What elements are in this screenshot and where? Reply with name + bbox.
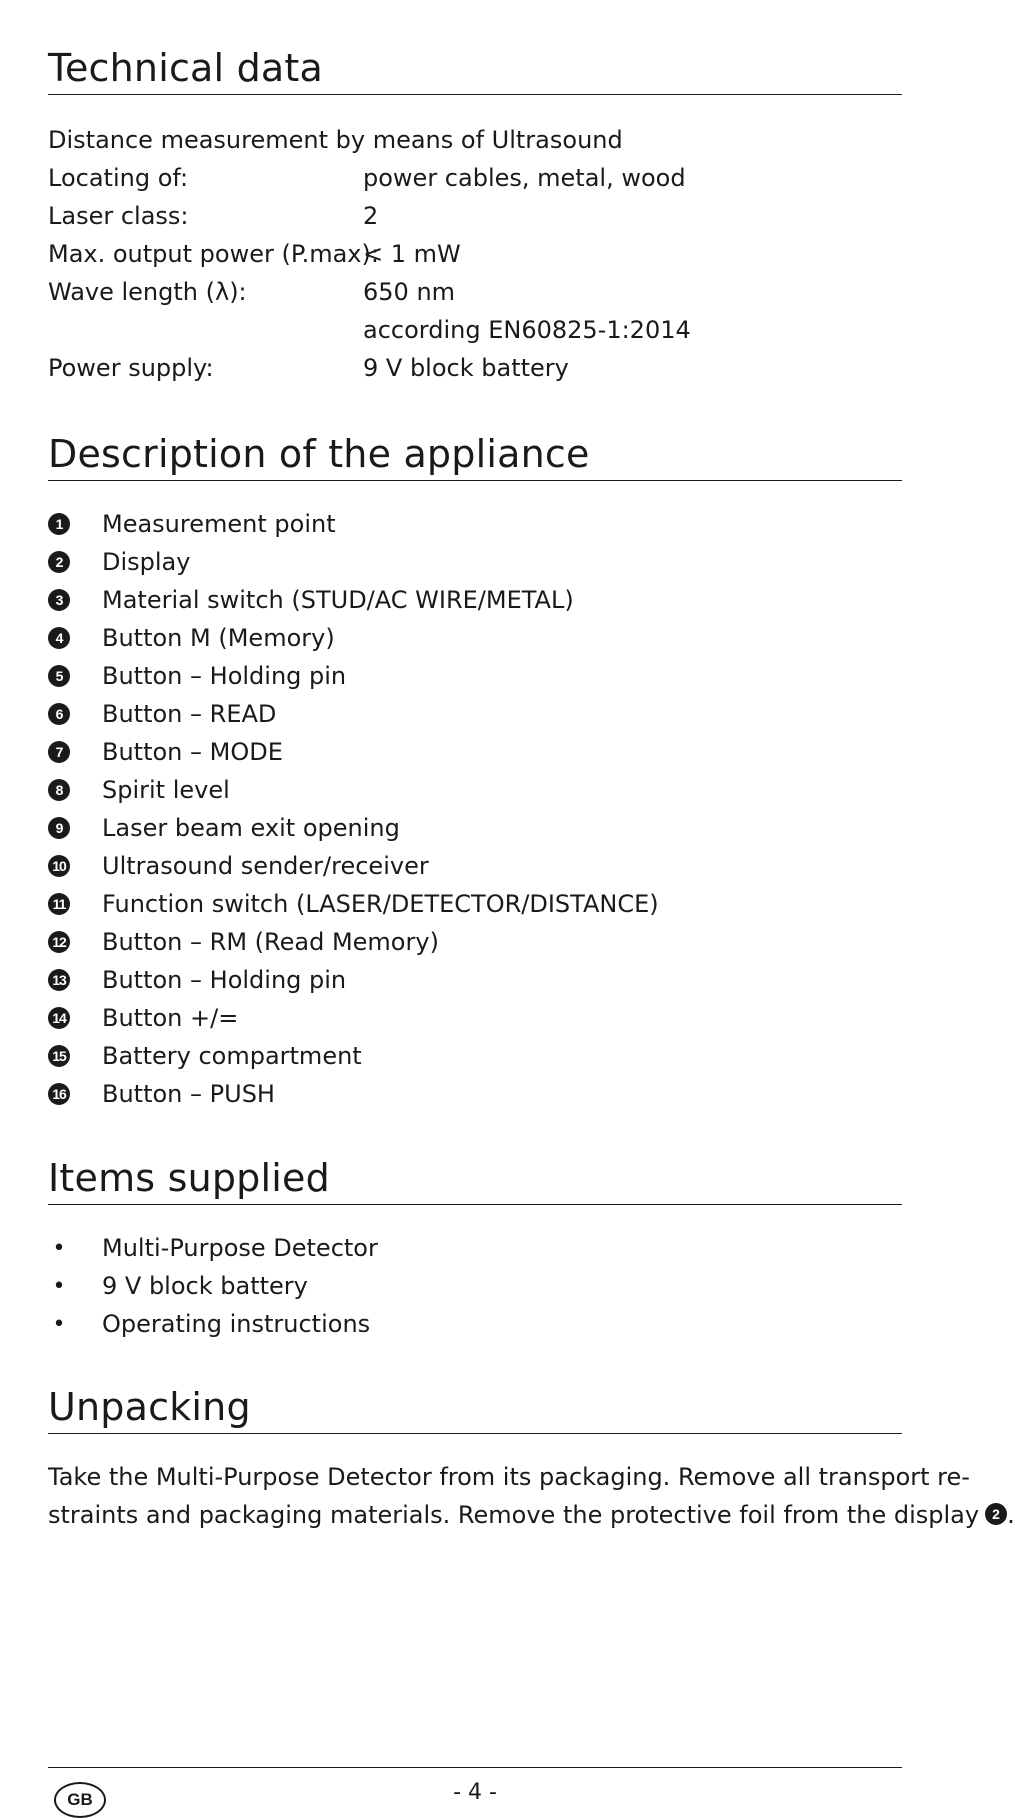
list-item: [48, 505, 902, 543]
supplied-list: [48, 1229, 902, 1343]
spec-value: power cables, metal, wood: [363, 164, 686, 192]
spec-row: [48, 311, 902, 349]
list-item: [48, 1229, 902, 1267]
technical-data-heading: Technical data: [48, 46, 902, 95]
paragraph-punct: .: [1007, 1501, 1015, 1529]
number-badge: 16: [48, 1083, 70, 1105]
number-badge: 6: [48, 703, 70, 725]
item-text: Material switch (STUD/AC WIRE/METAL): [102, 586, 574, 614]
item-text: Laser beam exit opening: [102, 814, 400, 842]
list-item: [48, 1305, 902, 1343]
number-badge: 3: [48, 589, 70, 611]
spec-value: 2: [363, 202, 379, 230]
paragraph-line: Take the Multi-Purpose Detector from its packaging. Remove all transport re-: [48, 1463, 970, 1491]
item-text: Button – MODE: [102, 738, 283, 766]
item-text: Ultrasound sender/receiver: [102, 852, 429, 880]
number-badge: 5: [48, 665, 70, 687]
description-heading: Description of the appliance: [48, 432, 902, 481]
item-text: Button – READ: [102, 700, 277, 728]
item-text: Button – PUSH: [102, 1080, 275, 1108]
items-supplied-section: [48, 1156, 902, 1343]
number-badge: 9: [48, 817, 70, 839]
list-item: [48, 1037, 902, 1075]
component-list: [48, 505, 902, 1113]
number-badge: 14: [48, 1007, 70, 1029]
item-text: Button – Holding pin: [102, 662, 347, 690]
list-item: [48, 619, 902, 657]
list-item: [48, 581, 902, 619]
number-badge: 1: [48, 513, 70, 535]
list-item: [48, 923, 902, 961]
list-item: [48, 695, 902, 733]
item-text: Measurement point: [102, 510, 336, 538]
item-text: Display: [102, 548, 191, 576]
number-badge: 2: [48, 551, 70, 573]
page-number: - 4 -: [453, 1780, 497, 1805]
list-item: [48, 885, 902, 923]
paragraph-line: [48, 1496, 1015, 1534]
number-badge: 4: [48, 627, 70, 649]
spec-value: 650 nm: [363, 278, 456, 306]
spec-label: Wave length (λ):: [48, 278, 247, 306]
spec-value: 9 V block battery: [363, 354, 569, 382]
spec-row: [48, 235, 902, 273]
country-code-badge: GB: [54, 1782, 106, 1818]
spec-value: according EN60825-1:2014: [363, 316, 691, 344]
number-badge: 13: [48, 969, 70, 991]
unpacking-heading: Unpacking: [48, 1385, 902, 1434]
technical-data-section: [48, 46, 902, 387]
list-item: [48, 1075, 902, 1113]
list-item: [48, 543, 902, 581]
number-badge: 11: [48, 893, 70, 915]
spec-label: Max. output power (P.max):: [48, 240, 379, 268]
spec-label: Power supply:: [48, 354, 214, 382]
number-badge: 8: [48, 779, 70, 801]
footer-divider: [48, 1767, 902, 1768]
bullet-icon: •: [52, 1311, 66, 1337]
bullet-icon: •: [52, 1235, 66, 1261]
list-item: [48, 809, 902, 847]
list-item: [48, 1267, 902, 1305]
spec-row: [48, 197, 902, 235]
list-item: [48, 961, 902, 999]
description-section: [48, 432, 902, 1113]
unpacking-paragraph: [48, 1458, 1015, 1534]
spec-value: < 1 mW: [363, 240, 461, 268]
number-badge: 12: [48, 931, 70, 953]
spec-row: [48, 159, 902, 197]
list-item: [48, 771, 902, 809]
item-text: Button – Holding pin: [102, 966, 347, 994]
spec-label: [48, 311, 363, 349]
number-badge: 15: [48, 1045, 70, 1067]
number-badge: 10: [48, 855, 70, 877]
spec-row: [48, 349, 902, 387]
item-text: Button M (Memory): [102, 624, 335, 652]
number-badge: 2: [985, 1503, 1007, 1525]
bullet-icon: •: [52, 1273, 66, 1299]
spec-label: Laser class:: [48, 202, 189, 230]
spec-row: [48, 273, 902, 311]
paragraph-text: straints and packaging materials. Remove the protective foil from the display: [48, 1501, 980, 1529]
list-item: [48, 657, 902, 695]
items-supplied-heading: Items supplied: [48, 1156, 902, 1205]
item-text: Function switch (LASER/DETECTOR/DISTANCE): [102, 890, 659, 918]
number-badge: 7: [48, 741, 70, 763]
list-item: [48, 847, 902, 885]
item-text: Spirit level: [102, 776, 230, 804]
spec-label: Locating of:: [48, 164, 189, 192]
list-item: [48, 999, 902, 1037]
item-text: Button +/=: [102, 1004, 239, 1032]
item-text: Button – RM (Read Memory): [102, 928, 439, 956]
item-text: 9 V block battery: [102, 1272, 308, 1300]
item-text: Battery compartment: [102, 1042, 362, 1070]
item-text: Multi-Purpose Detector: [102, 1234, 378, 1262]
item-text: Operating instructions: [102, 1310, 371, 1338]
technical-data-intro: Distance measurement by means of Ultrasound: [48, 126, 623, 154]
list-item: [48, 733, 902, 771]
unpacking-section: [48, 1385, 1015, 1534]
